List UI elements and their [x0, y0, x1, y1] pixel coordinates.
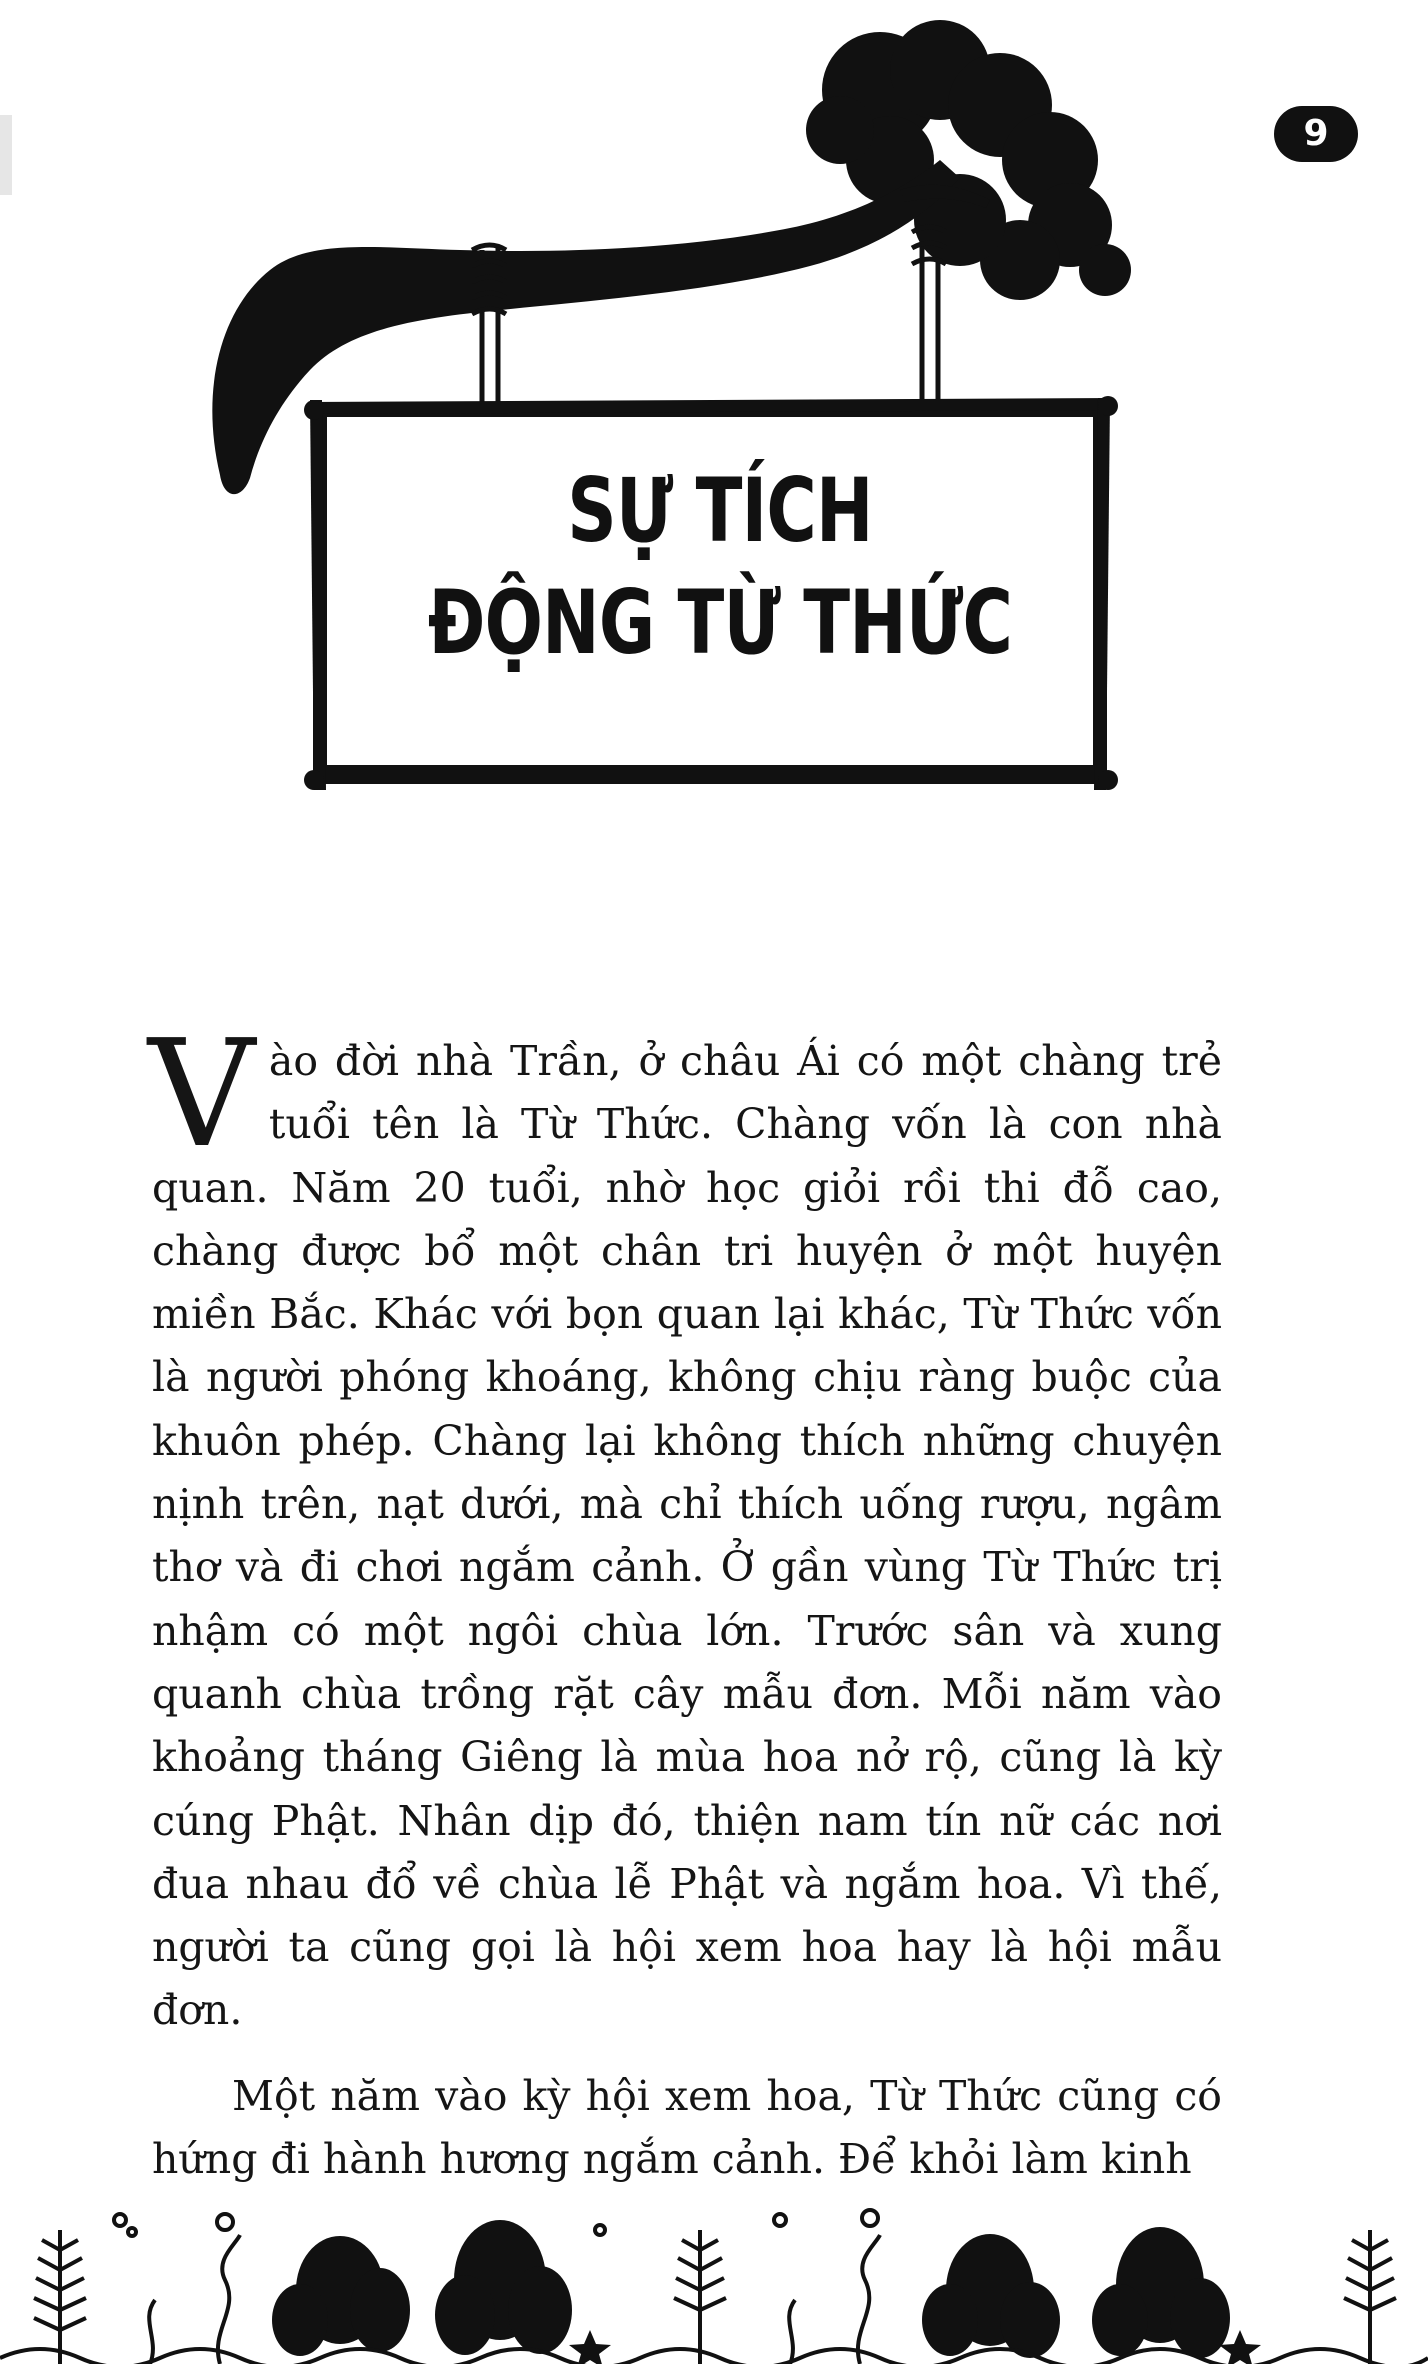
fern-icon	[34, 2230, 86, 2364]
story-paragraph-2: Một năm vào kỳ hội xem hoa, Từ Thức cũng có hứng đi hành hương ngắm cảnh. Để khỏi làm kinh	[152, 2071, 1222, 2184]
page-number: 9	[1303, 113, 1329, 154]
scan-edge-mark	[0, 115, 22, 195]
curly-stem-icon	[218, 2235, 240, 2364]
bubble-icon	[114, 2214, 126, 2226]
foliage-icon	[806, 20, 1131, 300]
chapter-title-line-1: SỰ TÍCH	[567, 459, 873, 562]
story-body	[148, 1008, 1222, 2191]
story-paragraph-1	[148, 1008, 1222, 2043]
page-number-badge	[1274, 106, 1358, 162]
plant-border-illustration	[0, 2190, 1428, 2364]
chapter-title	[416, 455, 1024, 679]
hanging-sign-illustration	[200, 10, 1160, 810]
chapter-title-line-2: ĐỘNG TỪ THỨC	[427, 571, 1013, 674]
drop-cap: V	[148, 1008, 255, 1180]
paragraph-1-text: ào đời nhà Trần, ở châu Ái có một chàng trẻ tuổi tên là Từ Thức. Chàng vốn là con nhà quan. Năm 20 tuổi, nhờ học giỏi rồi thi đỗ cao, chàng được bổ một chân tri huyện ở một huyện miền Bắc. Khác với bọn quan lại khác, Từ Thức vốn là người phóng khoáng, không chịu ràng buộc của khuôn phép. Chàng lại không thích những chuyện nịnh trên, nạt dưới, mà chỉ thích uống rượu, ngâm thơ và đi chơi ngắm cảnh. Ở gần vùng Từ Thức trị nhậm có một ngôi chùa lớn. Trước sân và xung quanh chùa trồng rặt cây mẫu đơn. Mỗi năm vào khoảng tháng Giêng là mùa hoa nở rộ, cũng là kỳ cúng Phật. Nhân dịp đó, thiện nam tín nữ các nơi đua nhau đổ về chùa lễ Phật và ngắm hoa. Vì thế, người ta cũng gọi là hội xem hoa hay là hội mẫu đơn.	[152, 1037, 1222, 2035]
star-flower-icon	[569, 2330, 611, 2364]
